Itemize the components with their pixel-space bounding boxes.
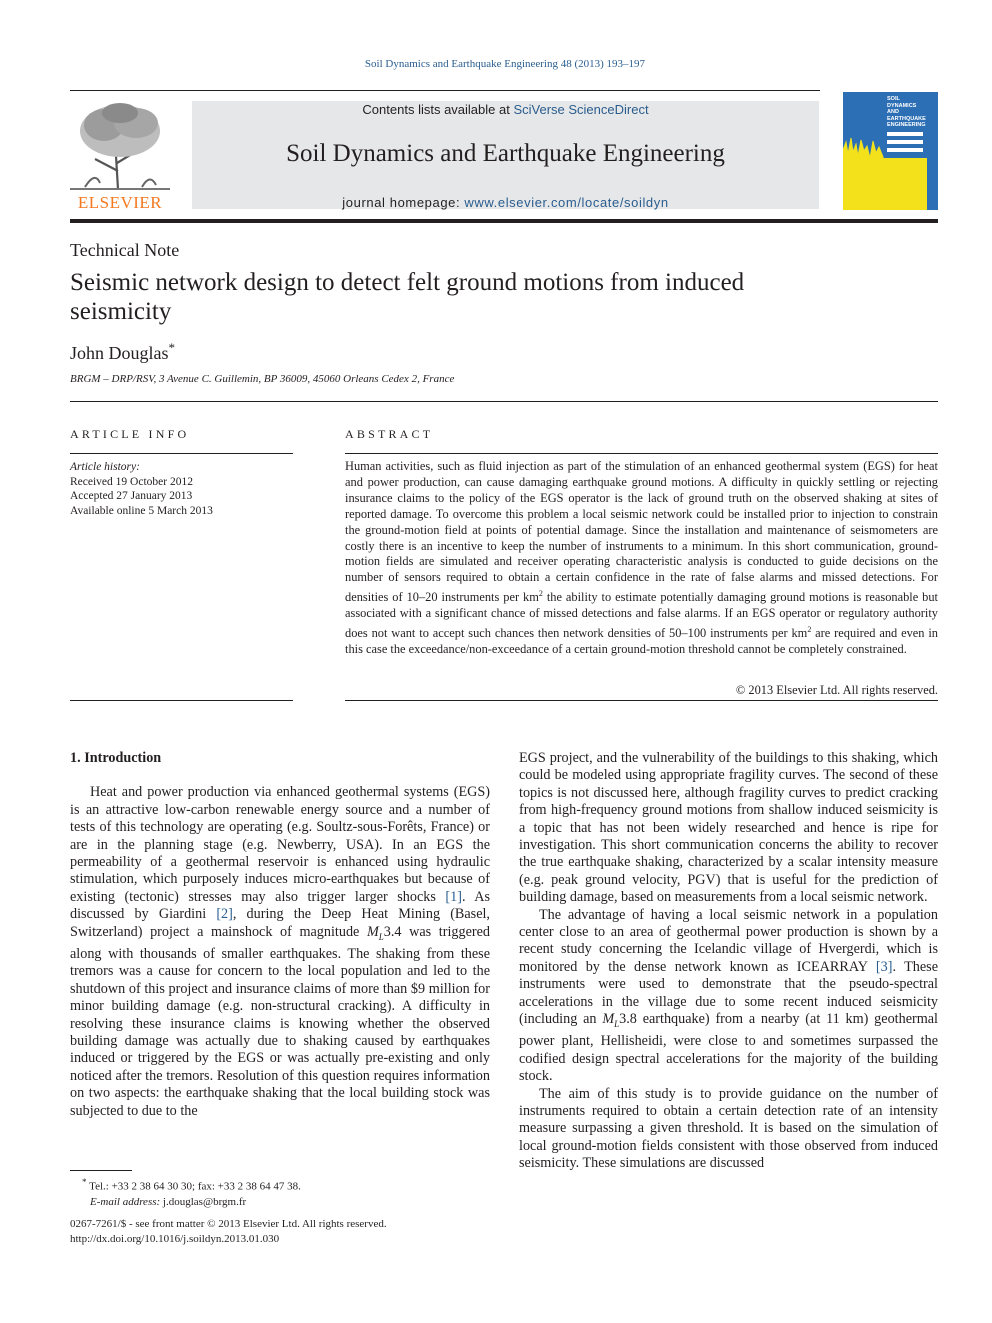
article-type: Technical Note [70, 240, 180, 260]
footnote [70, 1175, 490, 1210]
footnote-email-line [70, 1195, 490, 1210]
paragraph-continuation: EGS project, and the vulnerability of the buildings to this shaking, which could be modeled using appropriate fragility curves. The second of these topics is not discussed here, although fragility curves to predict cracking from high-frequency ground motions from shallow induced seismicity is a topic that has not been widely researched and hence is ripe for investigation. This short communication concerns the ability to recover the true earthquake shaking, characterized by a scalar intensity measure (e.g. peak ground velocity, PGV) that is useful for the prediction of building damage, based on measurements from a local seismic network. [519, 750, 938, 906]
magnitude-symbol: M [366, 923, 379, 940]
abstract-part-2: the ability to estimate potentially damaging ground motions is reasonable but associated with a significant chance of missed detections and false alarms. If an EGS operator or regulatory authority does not want to accept such chances then network densities of 50–100 instruments per km [345, 590, 939, 641]
article-title: Seismic network design to detect felt ground motions from induced seismicity [70, 269, 745, 325]
section-heading-introduction: 1. Introduction [70, 750, 162, 766]
body-column-left [70, 750, 490, 1120]
reference-link[interactable]: [1] [445, 888, 462, 905]
contents-prefix: Contents lists available at [362, 102, 514, 117]
author-label: John Douglas [70, 343, 169, 363]
footnote-rule [70, 1170, 132, 1171]
magnitude-subscript: L [378, 931, 384, 942]
article-info-rule [70, 453, 293, 454]
paragraph: The aim of this study is to provide guidance on the number of instruments required to obtain a certain detection rate of an intensity measure surpassing a given threshold. It is based on the simulation of local ground-motion fields consistent with those observed from induced seismicity. These simulations are discussed [519, 1085, 938, 1172]
paragraph-text: . These instruments were used to demonstrate that the pseudo-spectral accelerations in the village due to some recent induced seismicity (including an [519, 958, 938, 1028]
doi-link[interactable]: http://dx.doi.org/10.1016/j.soildyn.2013.01.030 [70, 1233, 280, 1245]
abstract-heading: ABSTRACT [345, 427, 434, 441]
abstract-bottom-rule [345, 700, 938, 701]
footnote-mark: * [82, 1177, 87, 1187]
history-label: Article history: [70, 461, 140, 473]
paragraph [70, 784, 490, 1120]
footnote-phone: Tel.: +33 2 38 64 30 30; fax: +33 2 38 64 47 38. [86, 1180, 301, 1193]
abstract-sup-1: 2 [538, 589, 543, 599]
affiliation: BRGM – DRP/RSV, 3 Avenue C. Guillemin, BP 36009, 45060 Orleans Cedex 2, France [70, 373, 455, 385]
abstract-sup-2: 2 [807, 625, 812, 635]
body-column-right [519, 750, 938, 1173]
abstract-rule [345, 453, 938, 454]
abstract-part-1: Human activities, such as fluid injection as part of the stimulation of an enhanced geothermal system (EGS) for heat and power production, can cause damaging earthquake ground motions. A difficulty in quickly settling or rejecting insurance claims to the policy of the EGS operator is the lack of ground truth on the observed shaking at sites of reported damage. To overcome this problem a local seismic network could be installed prior to injection to constrain the ground-motion field at points of potential damage. Since the installation and maintenance of seismometers are costly there is an incentive to keep the number of instruments to a minimum. In this short communication, ground-motion fields are simulated and receiver operating characteristic analysis is conducted to guide decisions on the number of sensors required to obtain a certain confidence in the rate of false alarms and missed detections. For densities of 10–20 instruments per km [345, 459, 938, 605]
reference-link[interactable]: [2] [216, 906, 233, 923]
article-info-bottom-rule [70, 700, 293, 701]
homepage-line [192, 195, 819, 210]
cover-stripes [887, 132, 923, 156]
abstract-part-3: are required and even in this case the exceedance/non-exceedance of a certain ground-motion threshold cannot be completely constrained. [345, 626, 938, 657]
bottom-info [70, 1217, 490, 1247]
magnitude-symbol: M [602, 1011, 615, 1028]
contents-line [192, 102, 819, 117]
homepage-link[interactable]: www.elsevier.com/locate/soildyn [464, 195, 669, 210]
article-history [70, 460, 295, 518]
reference-link[interactable]: [3] [875, 958, 893, 975]
issn-line: 0267-7261/$ - see front matter © 2013 Elsevier Ltd. All rights reserved. [70, 1218, 387, 1230]
sciencedirect-link[interactable]: SciVerse ScienceDirect [513, 102, 649, 117]
paragraph-text: , during the Deep Heat Mining (Basel, Switzerland) project a mainshock of magnitude [70, 906, 490, 940]
magnitude-subscript: L [614, 1018, 620, 1029]
paragraph-text: 3.8 earthquake) from a nearby (at 11 km) geothermal power plant, Hellisheidi, were close to and sometimes surpassed the codified design spectral accelerations for the majority of the building stock. [519, 1011, 938, 1085]
cover-title: SOIL DYNAMICS AND EARTHQUAKE ENGINEERING [887, 96, 926, 128]
homepage-prefix: journal homepage: [342, 195, 465, 210]
masthead-bottom-rule [70, 219, 938, 223]
paragraph-text: . As discussed by Giardini [70, 888, 490, 923]
author-footnote-mark[interactable]: * [168, 340, 175, 355]
author-name [70, 340, 175, 364]
abstract-text [345, 459, 938, 658]
accepted-date: Accepted 27 January 2013 [70, 490, 193, 502]
received-date: Received 19 October 2012 [70, 475, 193, 488]
journal-citation[interactable]: Soil Dynamics and Earthquake Engineering 48 (2013) 193–197 [364, 58, 646, 70]
email-address[interactable]: j.douglas@brgm.fr [162, 1195, 247, 1208]
paragraph-text: 3.4 was triggered along with thousands of smaller earthquakes. The shaking from these tremors was a cause for concern to the local population and led to the shutdown of this project and insurance claims of more than $9 million for minor building damage (e.g. non-structural cracking). A difficulty in resolving these insurance claims is knowing whether the observed building damage was actually due to shaking caused by earthquakes induced or triggered by the EGS or was actually pre-existing and only noticed after the tremors. Resolution of this question requires information on two aspects: the earthquake shaking that the local building stock was subjected to due to the [70, 923, 490, 1119]
elsevier-logo [70, 101, 170, 211]
article-info-heading: ARTICLE INFO [70, 427, 190, 441]
email-label: E-mail address: [90, 1195, 163, 1208]
footnote-contact [70, 1175, 490, 1195]
journal-title: Soil Dynamics and Earthquake Engineering [286, 140, 725, 167]
masthead-top-rule [70, 90, 820, 91]
header-rule [70, 401, 938, 402]
journal-cover-thumbnail[interactable] [843, 92, 938, 210]
online-date: Available online 5 March 2013 [70, 504, 213, 517]
elsevier-wordmark: ELSEVIER [77, 193, 163, 212]
paragraph-text: Heat and power production via enhanced geothermal systems (EGS) is an attractive low-carbon renewable energy source and a number of tests of this technology are operating (e.g. Soultz-sous-Forêts, France) or are in the planning stage (e.g. Newberry, USA). In an EGS the permeability of a geothermal reservoir is enhanced using hydraulic stimulation, which purposely induces micro-earthquakes but because of existing (tectonic) stresses may also trigger larger shocks [70, 784, 490, 905]
paragraph [519, 907, 938, 1086]
paragraph-text: The advantage of having a local seismic network in a population center close to an area of geothermal power production is shown by a recent study concerning the Icelandic village of Hvergerdi, which is monitored by the dense network known as ICEARRAY [519, 906, 938, 975]
elsevier-tree-icon [70, 101, 170, 191]
abstract-copyright: © 2013 Elsevier Ltd. All rights reserved. [735, 683, 938, 697]
